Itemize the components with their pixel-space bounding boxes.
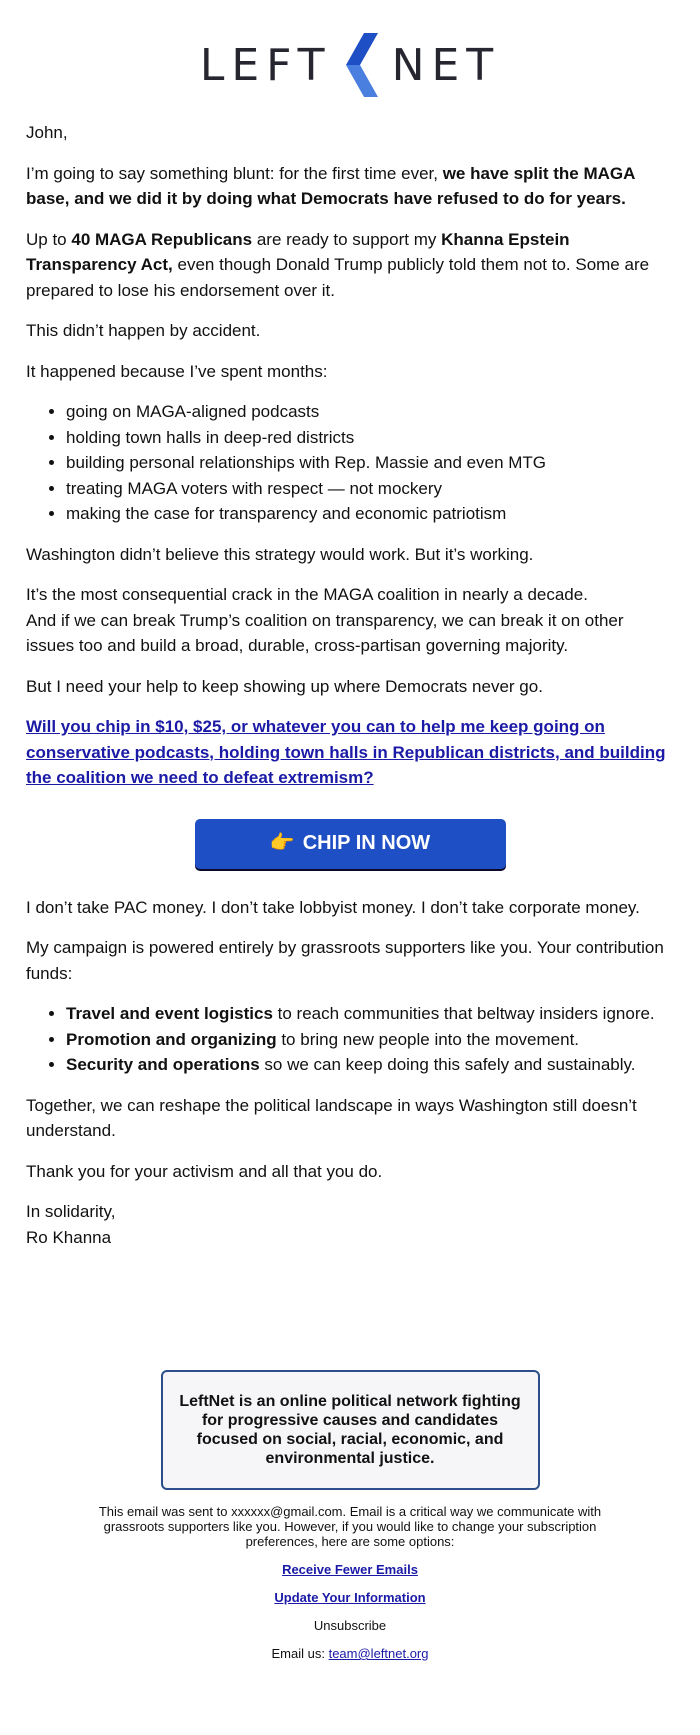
text: even though Donald Trump publicly told them not to. Some are prepared to lose his endorsement over it. <box>26 255 650 300</box>
bullet-list <box>26 399 674 527</box>
list-item <box>66 1027 674 1053</box>
list-item: • making the case for transparency and economic patriotism <box>66 501 674 527</box>
donate-ask-link[interactable]: Will you chip in $10, $25, or whatever you can to help me keep going on conservative podcasts, holding town halls in Republican districts, and building the coalition we need to defeat extremism? <box>26 717 666 787</box>
bold-text: Travel and event logistics <box>66 1004 273 1023</box>
list-item: • going on MAGA-aligned podcasts <box>66 399 674 425</box>
signoff: In solidarity, <box>26 1202 116 1221</box>
funds-list <box>26 1001 674 1078</box>
bold-text: Khanna Epstein Transparency Act, <box>26 229 570 274</box>
bold-text: 40 MAGA Republicans <box>71 229 253 249</box>
list-item <box>66 1001 674 1027</box>
text: I’m going to say something blunt: for the first time ever, <box>26 163 443 183</box>
chip-in-now-button[interactable] <box>195 819 506 869</box>
paragraph <box>26 161 674 212</box>
signature: Ro Khanna <box>26 1227 112 1247</box>
greeting: John, <box>26 123 68 142</box>
text: And if we can break Trump’s coalition on transparency, we can break it on other issues too and build a broad, durable, cross-partisan governing majority. <box>26 610 624 655</box>
unsubscribe-link[interactable]: Unsubscribe <box>313 1618 387 1633</box>
list-item <box>66 1052 674 1078</box>
text: so we can keep doing this safely and sustainably. <box>259 1055 636 1074</box>
bold-text: Security and operations <box>66 1055 260 1074</box>
leftnet-logo <box>0 0 700 90</box>
text: to reach communities that beltway insiders ignore. <box>272 1004 655 1023</box>
signature-block <box>26 1199 674 1250</box>
list-item: • treating MAGA voters with respect — not mockery <box>66 476 674 502</box>
text: Up to <box>26 229 72 249</box>
paragraph: I don’t take PAC money. I don’t take lobbyist money. I don’t take corporate money. <box>26 897 640 917</box>
button-label: CHIP IN NOW <box>302 831 431 854</box>
paragraph: But I need your help to keep showing up where Democrats never go. <box>26 676 543 696</box>
contact-email-link[interactable]: team@leftnet.org <box>328 1646 429 1661</box>
receive-fewer-emails-link[interactable]: Receive Fewer Emails <box>282 1562 418 1577</box>
paragraph: Washington didn’t believe this strategy would work. But it’s working. <box>26 544 534 564</box>
logo-right-text: NET <box>391 39 501 91</box>
paragraph: This didn’t happen by accident. <box>26 321 261 340</box>
email-body <box>0 120 700 1250</box>
text: It’s the most consequential crack in the MAGA coalition in nearly a decade. <box>26 585 588 604</box>
list-item: • building personal relationships with Rep. Massie and even MTG <box>66 450 674 476</box>
bold-text: Promotion and organizing <box>66 1029 277 1049</box>
chevron-logo-icon <box>346 33 378 97</box>
logo-left-text: LEFT <box>199 39 332 91</box>
paragraph: It happened because I’ve spent months: <box>26 361 328 381</box>
text: to bring new people into the movement. <box>276 1029 580 1049</box>
about-box: LeftNet is an online political network fighting for progressive causes and candidates focused on social, racial, economic, and environmental justice. <box>161 1370 540 1490</box>
paragraph <box>26 582 674 659</box>
paragraph <box>26 227 674 304</box>
update-information-link[interactable]: Update Your Information <box>274 1590 426 1605</box>
pointing-hand-icon: 👉 <box>269 831 295 854</box>
contact-line <box>70 1646 630 1661</box>
email-label: Email us: <box>271 1646 329 1661</box>
paragraph: Together, we can reshape the political landscape in ways Washington still doesn’t understand. <box>26 1095 637 1140</box>
text: are ready to support my <box>252 229 442 249</box>
subscription-notice: This email was sent to xxxxxx@gmail.com. Email is a critical way we communicate with grassroots supporters like you. However, if you would like to change your subscription preferences, here are some options: <box>98 1504 602 1549</box>
footer <box>0 1370 700 1661</box>
paragraph: Thank you for your activism and all that you do. <box>26 1161 383 1181</box>
paragraph <box>26 714 674 791</box>
list-item: • holding town halls in deep-red districts <box>66 425 674 451</box>
bold-text: we have split the MAGA base, and we did it by doing what Democrats have refused to do for years. <box>26 163 635 208</box>
paragraph: My campaign is powered entirely by grassroots supporters like you. Your contribution funds: <box>26 938 664 983</box>
